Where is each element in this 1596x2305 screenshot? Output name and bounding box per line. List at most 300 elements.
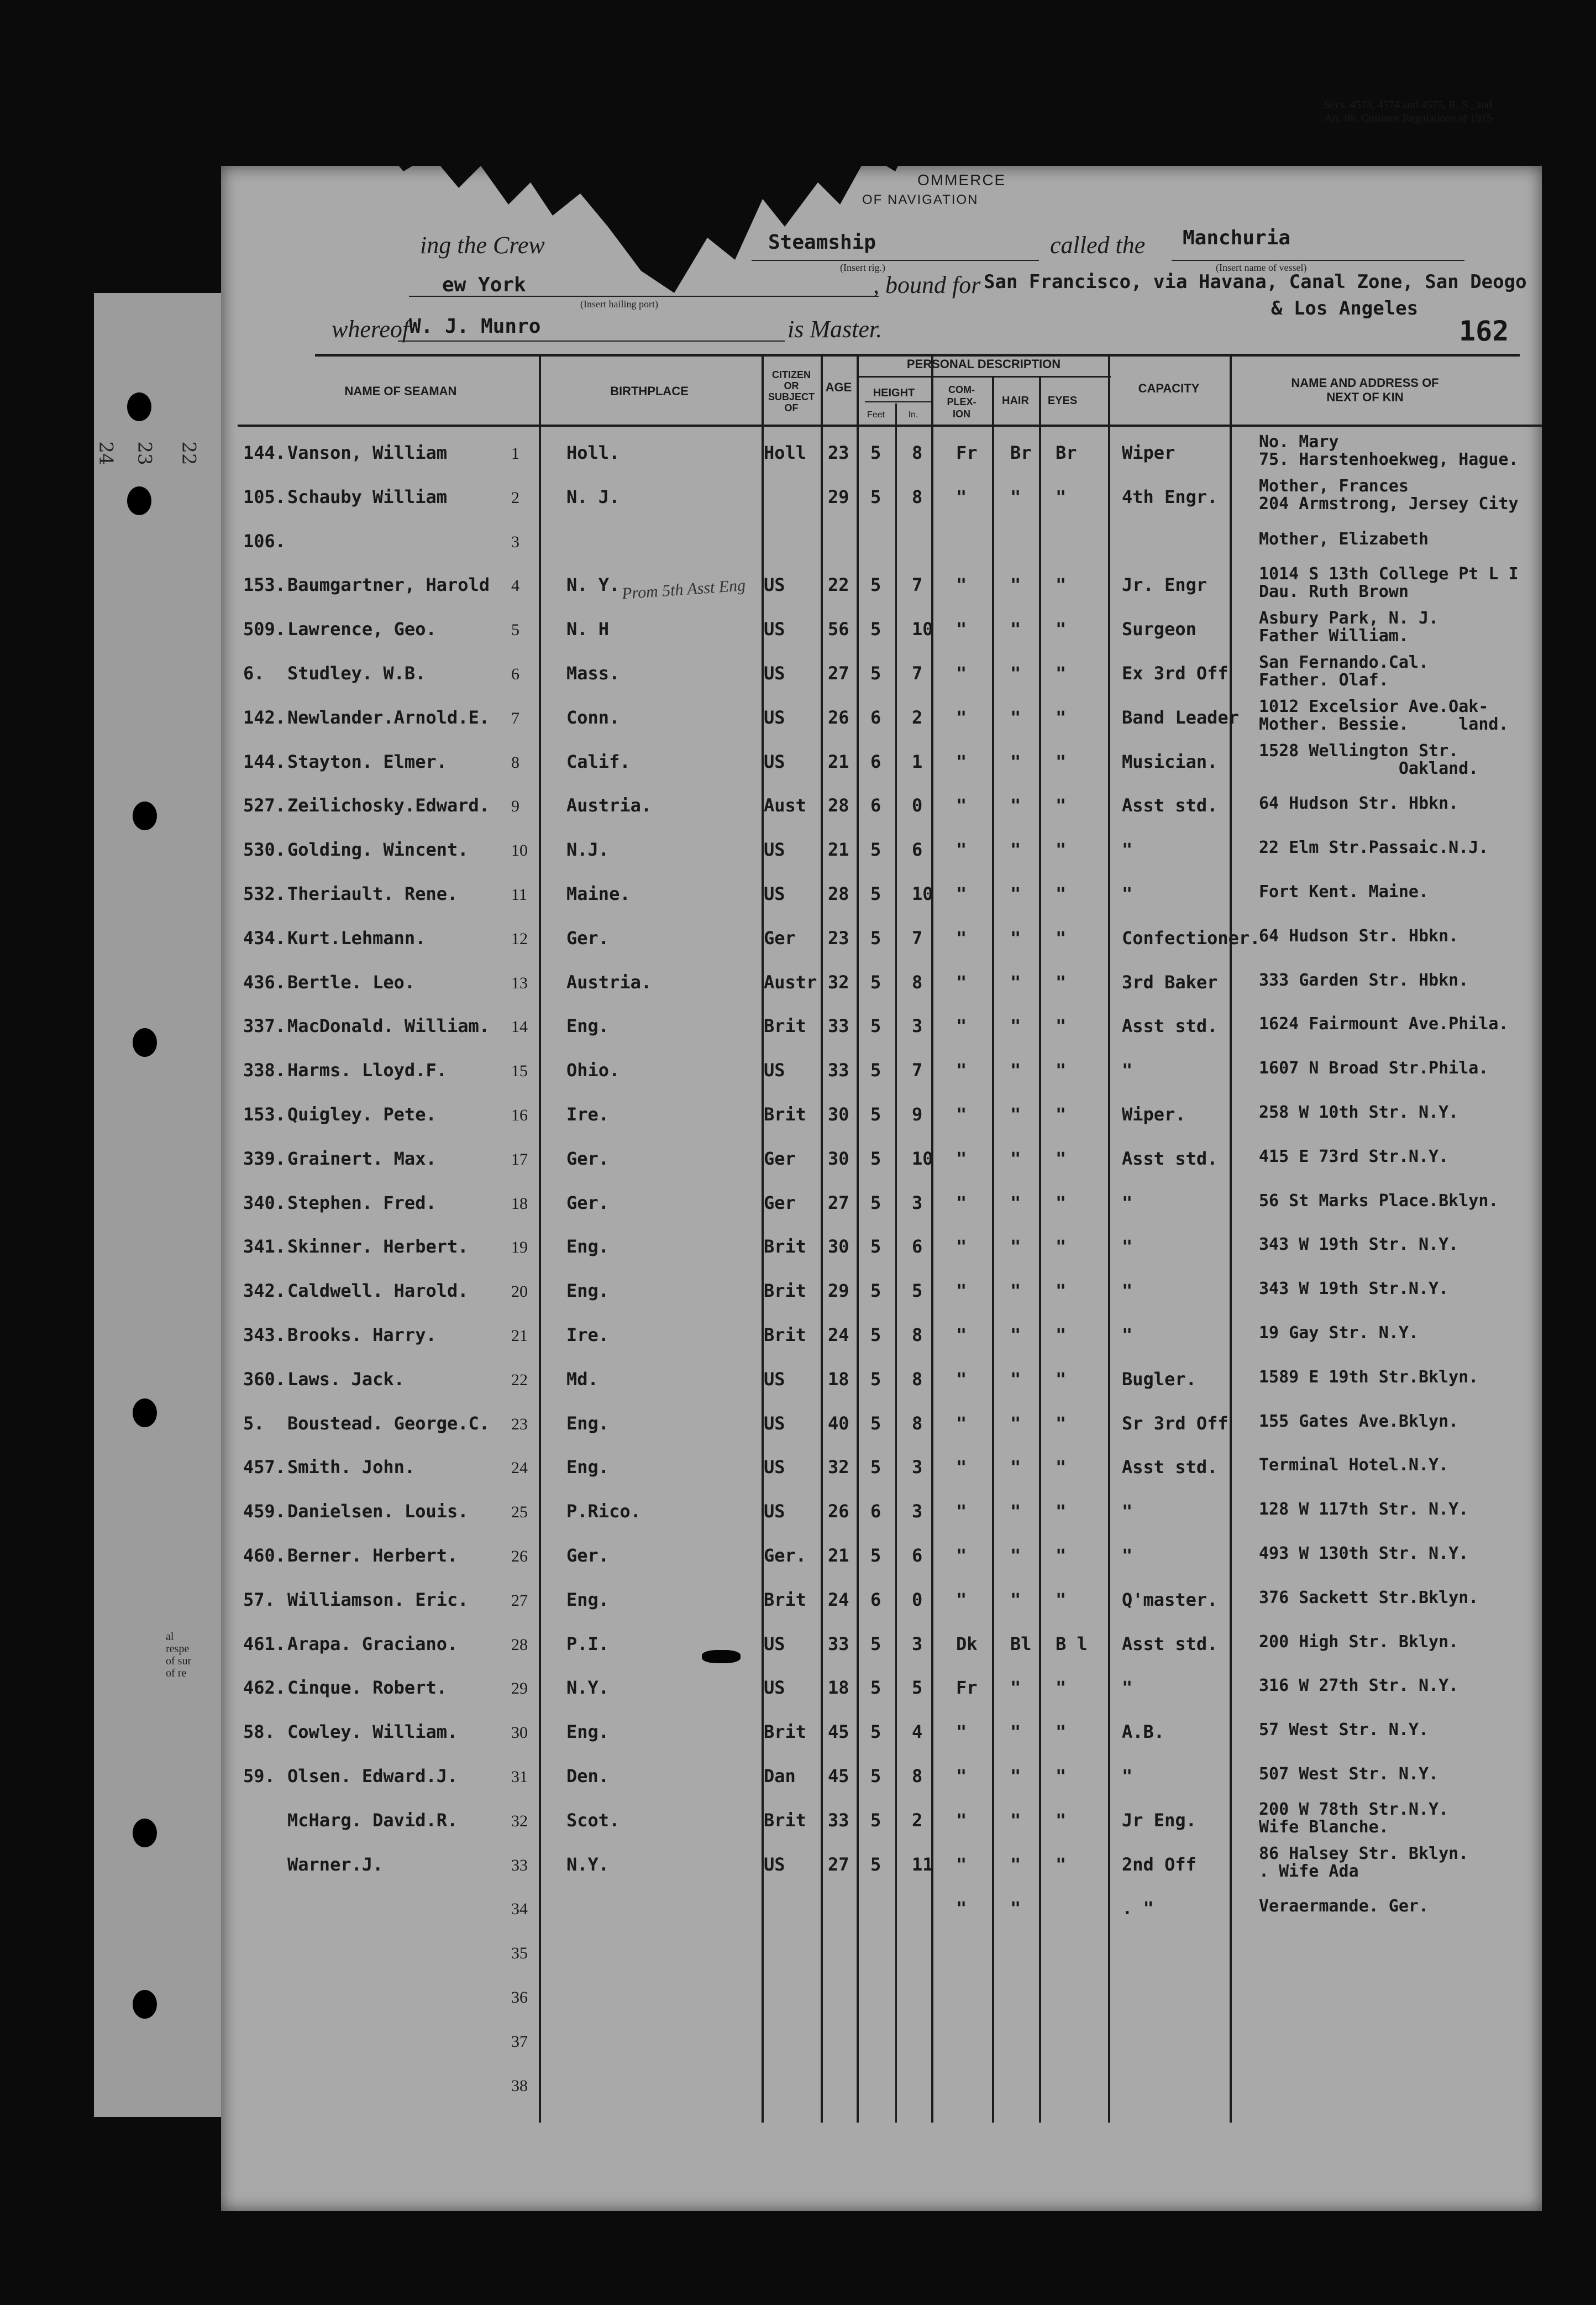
seaman-name: Brooks. Harry.	[287, 1324, 437, 1345]
birthplace: Calif.	[566, 751, 631, 772]
hair: "	[1010, 1809, 1021, 1831]
next-of-kin: 128 W 117th Str. N.Y.	[1259, 1500, 1469, 1520]
next-of-kin: 64 Hudson Str. Hbkn.	[1259, 926, 1459, 946]
next-of-kin: Asbury Park, N. J. Father William.	[1259, 609, 1439, 646]
table-row	[238, 839, 1547, 883]
age: 29	[828, 486, 849, 507]
seaman-name: Schauby William	[287, 486, 447, 507]
height-inches: 3	[912, 1457, 923, 1478]
birthplace: Austria.	[566, 971, 652, 993]
birthplace: Conn.	[566, 706, 620, 728]
header-next-of-kin: NAME AND ADDRESS OF NEXT OF KIN	[1291, 376, 1439, 404]
complexion: "	[956, 839, 967, 861]
complexion: "	[956, 1545, 967, 1566]
row-id: 457.	[243, 1457, 286, 1478]
table-row	[238, 1677, 1547, 1721]
complexion: "	[956, 1280, 967, 1302]
seaman-name: Vanson, William	[287, 442, 447, 463]
height-feet: 5	[870, 486, 881, 507]
eyes: "	[1056, 1236, 1067, 1258]
complexion: "	[956, 1236, 967, 1258]
table-row	[238, 1986, 1547, 2030]
table-top-rule	[315, 354, 1520, 357]
complexion: "	[956, 1148, 967, 1169]
table-row	[238, 928, 1547, 972]
height-feet: 5	[870, 1809, 881, 1831]
height-feet: 5	[870, 1280, 881, 1302]
seaman-name: Lawrence, Geo.	[287, 619, 437, 640]
height-feet: 5	[870, 442, 881, 463]
capacity: Musician.	[1122, 751, 1218, 772]
age: 23	[828, 442, 849, 463]
birthplace: Eng.	[566, 1015, 610, 1037]
row-id: 5.	[243, 1412, 265, 1434]
table-row	[238, 476, 1547, 531]
complexion: "	[956, 663, 967, 684]
eyes: B l	[1056, 1633, 1088, 1654]
punch-hole	[133, 1990, 157, 2019]
seaman-name: Golding. Wincent.	[287, 839, 469, 861]
row-number: 36	[511, 1988, 528, 2007]
bureau-fragment: OF NAVIGATION	[862, 192, 979, 207]
row-number: 14	[511, 1018, 528, 1036]
table-row	[238, 1369, 1547, 1413]
eyes: "	[1056, 1060, 1067, 1081]
dept-fragment: OMMERCE	[917, 171, 1006, 188]
row-number: 26	[511, 1547, 528, 1565]
next-of-kin: 343 W 19th Str.N.Y.	[1259, 1279, 1449, 1299]
citizenship: Dan	[764, 1766, 796, 1787]
seaman-name: Berner. Herbert.	[287, 1545, 458, 1566]
height-feet: 6	[870, 1501, 881, 1522]
height-feet: 5	[870, 1368, 881, 1390]
birthplace: Ohio.	[566, 1060, 620, 1081]
row-number: 8	[511, 753, 519, 772]
height-rule	[865, 401, 931, 402]
capacity: Surgeon	[1122, 619, 1196, 640]
height-feet: 5	[870, 1457, 881, 1478]
eyes: "	[1056, 1148, 1067, 1169]
complexion: Dk	[956, 1633, 978, 1654]
seaman-name: Williamson. Eric.	[287, 1589, 469, 1610]
height-inches: 7	[912, 1060, 923, 1081]
header-personal-description: PERSONAL DESCRIPTION	[906, 357, 1061, 371]
punch-hole	[133, 1398, 157, 1427]
complexion: "	[956, 751, 967, 772]
table-row	[238, 2030, 1547, 2074]
birthplace: P.Rico.	[566, 1501, 641, 1522]
height-inches: 8	[912, 1324, 923, 1345]
eyes: "	[1056, 486, 1067, 507]
table-row	[238, 972, 1547, 1016]
seaman-name: Stayton. Elmer.	[287, 751, 447, 772]
age: 26	[828, 1501, 849, 1522]
complexion: "	[956, 927, 967, 949]
birthplace: Scot.	[566, 1809, 620, 1831]
height-inches: 7	[912, 574, 923, 596]
hair: "	[1010, 971, 1021, 993]
age: 33	[828, 1015, 849, 1037]
row-number: 24	[511, 1459, 528, 1478]
height-feet: 5	[870, 1721, 881, 1743]
next-of-kin: Fort Kent. Maine.	[1259, 882, 1429, 902]
height-inches: 5	[912, 1677, 923, 1699]
capacity: Asst std.	[1122, 1633, 1218, 1654]
citizenship: Ger	[764, 927, 796, 949]
row-number: 16	[511, 1106, 528, 1124]
seaman-name: Zeilichosky.Edward.	[287, 795, 490, 816]
age: 27	[828, 1853, 849, 1875]
age: 18	[828, 1368, 849, 1390]
citizenship: US	[764, 1853, 785, 1875]
hair: "	[1010, 1015, 1021, 1037]
hair: "	[1010, 1236, 1021, 1258]
insert-vessel-caption: (Insert name of vessel)	[1216, 262, 1307, 273]
height-feet: 6	[870, 706, 881, 728]
capacity: Jr Eng.	[1122, 1809, 1196, 1831]
complexion: "	[956, 1324, 967, 1345]
citizenship: US	[764, 883, 785, 904]
eyes: "	[1056, 1809, 1067, 1831]
margin-number-23: 23	[133, 441, 156, 465]
row-id: 106.	[243, 530, 286, 552]
height-inches: 1	[912, 751, 923, 772]
seaman-name: Newlander.Arnold.E.	[287, 706, 490, 728]
hair: "	[1010, 751, 1021, 772]
capacity: "	[1122, 883, 1133, 904]
row-id: 342.	[243, 1280, 286, 1302]
table-row	[238, 1104, 1547, 1148]
height-inches: 8	[912, 1766, 923, 1787]
eyes: "	[1056, 1677, 1067, 1699]
row-id: 58.	[243, 1721, 275, 1743]
birthplace: Mass.	[566, 663, 620, 684]
called-the-label: called the	[1050, 232, 1146, 259]
hair: "	[1010, 574, 1021, 596]
age: 27	[828, 1192, 849, 1213]
capacity: Asst std.	[1122, 1015, 1218, 1037]
age: 40	[828, 1412, 849, 1434]
birthplace: Holl.	[566, 442, 620, 463]
citizenship: Ger	[764, 1148, 796, 1169]
hair: "	[1010, 1324, 1021, 1345]
citizenship: US	[764, 839, 785, 861]
next-of-kin: Mother, Elizabeth	[1259, 529, 1429, 549]
next-of-kin: 57 West Str. N.Y.	[1259, 1720, 1429, 1740]
seaman-name: Kurt.Lehmann.	[287, 927, 426, 949]
eyes: "	[1056, 751, 1067, 772]
eyes: Br	[1056, 442, 1077, 463]
complexion: "	[956, 1192, 967, 1213]
row-number: 21	[511, 1327, 528, 1345]
age: 30	[828, 1104, 849, 1125]
complexion: "	[956, 1015, 967, 1037]
seaman-name: Caldwell. Harold.	[287, 1280, 469, 1302]
age: 30	[828, 1148, 849, 1169]
hair: "	[1010, 619, 1021, 640]
capacity: "	[1122, 1236, 1133, 1258]
height-inches: 0	[912, 1589, 923, 1610]
seaman-name: Laws. Jack.	[287, 1368, 405, 1390]
citizenship: Aust	[764, 795, 807, 816]
row-id: 57.	[243, 1589, 275, 1610]
seaman-name: Bertle. Leo.	[287, 971, 416, 993]
row-id: 532.	[243, 883, 286, 904]
height-feet: 5	[870, 971, 881, 993]
table-row	[238, 1413, 1547, 1457]
row-number: 20	[511, 1282, 528, 1301]
height-feet: 5	[870, 1324, 881, 1345]
complexion: "	[956, 883, 967, 904]
age: 56	[828, 619, 849, 640]
citizenship: Brit	[764, 1280, 807, 1302]
height-feet: 5	[870, 1633, 881, 1654]
header-inches: In.	[908, 410, 918, 420]
eyes: "	[1056, 574, 1067, 596]
table-row	[238, 1015, 1547, 1060]
seaman-name: Arapa. Graciano.	[287, 1633, 458, 1654]
birthplace: N.J.	[566, 839, 610, 861]
seaman-name: Warner.J.	[287, 1853, 384, 1875]
eyes: "	[1056, 795, 1067, 816]
citizenship: US	[764, 1501, 785, 1522]
height-inches: 2	[912, 706, 923, 728]
eyes: "	[1056, 1015, 1067, 1037]
capacity: Ex 3rd Off	[1122, 663, 1229, 684]
complexion: "	[956, 1104, 967, 1125]
height-inches: 8	[912, 971, 923, 993]
height-feet: 5	[870, 1545, 881, 1566]
punch-hole	[127, 486, 151, 515]
punch-hole	[133, 801, 157, 830]
age: 26	[828, 706, 849, 728]
capacity: "	[1122, 1501, 1133, 1522]
complexion: "	[956, 1766, 967, 1787]
complexion: "	[956, 486, 967, 507]
birthplace: Maine.	[566, 883, 631, 904]
row-number: 5	[511, 621, 519, 640]
complexion: "	[956, 1457, 967, 1478]
age: 21	[828, 839, 849, 861]
capacity: "	[1122, 1060, 1133, 1081]
vessel-name: Manchuria	[1183, 227, 1291, 249]
age: 22	[828, 574, 849, 596]
eyes: "	[1056, 1457, 1067, 1478]
eyes: "	[1056, 1589, 1067, 1610]
height-feet: 5	[870, 1236, 881, 1258]
hailing-port: ew York	[442, 274, 526, 296]
punch-hole	[127, 392, 151, 421]
next-of-kin: 415 E 73rd Str.N.Y.	[1259, 1146, 1449, 1166]
height-inches: 8	[912, 1368, 923, 1390]
height-inches: 3	[912, 1192, 923, 1213]
age: 33	[828, 1809, 849, 1831]
citizenship: US	[764, 751, 785, 772]
next-of-kin: 200 W 78th Str.N.Y. Wife Blanche.	[1259, 1799, 1449, 1837]
height-feet: 5	[870, 1766, 881, 1787]
capacity: Jr. Engr	[1122, 574, 1208, 596]
height-inches: 7	[912, 663, 923, 684]
age: 23	[828, 927, 849, 949]
header-eyes: EYES	[1047, 395, 1078, 407]
row-number: 22	[511, 1370, 528, 1389]
eyes: "	[1056, 619, 1067, 640]
next-of-kin: 1607 N Broad Str.Phila.	[1259, 1059, 1489, 1078]
table-row	[238, 2074, 1547, 2119]
row-number: 12	[511, 929, 528, 948]
hair: "	[1010, 1721, 1021, 1743]
hair: "	[1010, 927, 1021, 949]
eyes: "	[1056, 883, 1067, 904]
legal-citation: Secs. 4573, 4574 and 4575, R. S., and Art. 86, Customs Regulations of 1915	[1324, 99, 1492, 124]
citizenship: US	[764, 1060, 785, 1081]
row-number: 6	[511, 665, 519, 683]
table-row	[238, 795, 1547, 839]
row-id: 341.	[243, 1236, 286, 1258]
table-row	[238, 1192, 1547, 1237]
height-feet: 5	[870, 1412, 881, 1434]
height-feet: 6	[870, 795, 881, 816]
table-row	[238, 1324, 1547, 1369]
next-of-kin: 343 W 19th Str. N.Y.	[1259, 1235, 1459, 1255]
seaman-name: Olsen. Edward.J.	[287, 1766, 458, 1787]
header-height: HEIGHT	[873, 387, 915, 399]
height-inches: 6	[912, 1236, 923, 1258]
header-birthplace: BIRTHPLACE	[610, 384, 689, 398]
row-number: 13	[511, 973, 528, 992]
row-number: 2	[511, 488, 519, 507]
row-number: 15	[511, 1062, 528, 1081]
row-number: 28	[511, 1635, 528, 1654]
age: 24	[828, 1324, 849, 1345]
birthplace: N.Y.	[566, 1677, 610, 1699]
capacity: Asst std.	[1122, 1148, 1218, 1169]
age: 33	[828, 1060, 849, 1081]
birthplace: P.I.	[566, 1633, 610, 1654]
eyes: "	[1056, 1412, 1067, 1434]
eyes: "	[1056, 663, 1067, 684]
hair: "	[1010, 1545, 1021, 1566]
age: 24	[828, 1589, 849, 1610]
row-id: 59.	[243, 1766, 275, 1787]
capacity: 2nd Off	[1122, 1853, 1196, 1875]
master-name: W. J. Munro	[409, 315, 541, 338]
row-id: 509.	[243, 619, 286, 640]
next-of-kin: 376 Sackett Str.Bklyn.	[1259, 1588, 1479, 1607]
complexion: "	[956, 706, 967, 728]
handwritten-note: Prom 5th Asst Eng	[621, 576, 747, 603]
next-of-kin: 316 W 27th Str. N.Y.	[1259, 1676, 1459, 1696]
seaman-name: Baumgartner, Harold	[287, 574, 490, 596]
height-inches: 7	[912, 927, 923, 949]
next-of-kin: 64 Hudson Str. Hbkn.	[1259, 794, 1459, 814]
citizenship: US	[764, 1677, 785, 1699]
eyes: "	[1056, 1501, 1067, 1522]
hair: "	[1010, 839, 1021, 861]
margin-fragment: al respe of sur of re	[166, 1631, 192, 1679]
complexion: "	[956, 619, 967, 640]
hair: "	[1010, 795, 1021, 816]
seaman-name: Theriault. Rene.	[287, 883, 458, 904]
citizenship: US	[764, 1412, 785, 1434]
table-row	[238, 1280, 1547, 1324]
row-id: 338.	[243, 1060, 286, 1081]
seaman-name: Studley. W.B.	[287, 663, 426, 684]
eyes: "	[1056, 927, 1067, 949]
table-row	[238, 1545, 1547, 1589]
next-of-kin: Terminal Hotel.N.Y.	[1259, 1455, 1449, 1475]
age: 27	[828, 663, 849, 684]
capacity: Asst std.	[1122, 795, 1218, 816]
capacity: . "	[1122, 1898, 1154, 1919]
hair: "	[1010, 1457, 1021, 1478]
citizenship: Brit	[764, 1721, 807, 1743]
row-number: 11	[511, 886, 527, 904]
row-id: 436.	[243, 971, 286, 993]
height-inches: 3	[912, 1501, 923, 1522]
citizenship: Holl	[764, 442, 807, 463]
hailing-port-line	[409, 296, 879, 297]
table-row	[238, 1236, 1547, 1280]
row-number: 27	[511, 1591, 528, 1610]
seaman-name: MacDonald. William.	[287, 1015, 490, 1037]
capacity: A.B.	[1122, 1721, 1165, 1743]
birthplace: Ire.	[566, 1104, 610, 1125]
row-number: 7	[511, 709, 519, 727]
margin-number-24: 24	[95, 441, 117, 465]
ink-blot	[702, 1650, 741, 1663]
height-feet: 5	[870, 1104, 881, 1125]
capacity: Band Leader	[1122, 706, 1239, 728]
header-citizen: CITIZEN OR SUBJECT OF	[768, 369, 815, 413]
seaman-name: Cowley. William.	[287, 1721, 458, 1743]
next-of-kin: 1014 S 13th College Pt L I Dau. Ruth Brown	[1259, 564, 1519, 602]
age: 32	[828, 1457, 849, 1478]
hair: "	[1010, 1104, 1021, 1125]
header-name-of-seaman: NAME OF SEAMAN	[344, 384, 457, 398]
age: 30	[828, 1236, 849, 1258]
row-number: 35	[511, 1944, 528, 1963]
citizenship: US	[764, 619, 785, 640]
row-id: 6.	[243, 663, 265, 684]
height-feet: 5	[870, 1192, 881, 1213]
height-feet: 5	[870, 619, 881, 640]
seaman-name: Danielsen. Louis.	[287, 1501, 469, 1522]
hair: "	[1010, 1192, 1021, 1213]
height-feet: 5	[870, 1060, 881, 1081]
next-of-kin: 1589 E 19th Str.Bklyn.	[1259, 1367, 1479, 1387]
age: 45	[828, 1766, 849, 1787]
capacity: "	[1122, 1324, 1133, 1345]
age: 29	[828, 1280, 849, 1302]
height-feet: 5	[870, 883, 881, 904]
complexion: "	[956, 1368, 967, 1390]
next-of-kin: Veraermande. Ger.	[1259, 1897, 1429, 1916]
height-feet: 6	[870, 1589, 881, 1610]
hair: "	[1010, 1412, 1021, 1434]
height-feet: 5	[870, 1015, 881, 1037]
birthplace: Ger.	[566, 1148, 610, 1169]
table-row	[238, 1942, 1547, 1986]
eyes: "	[1056, 839, 1067, 861]
seaman-name: Quigley. Pete.	[287, 1104, 437, 1125]
eyes: "	[1056, 971, 1067, 993]
capacity: Asst std.	[1122, 1457, 1218, 1478]
citizenship: US	[764, 706, 785, 728]
height-feet: 5	[870, 574, 881, 596]
hair: "	[1010, 1677, 1021, 1699]
height-inches: 6	[912, 1545, 923, 1566]
